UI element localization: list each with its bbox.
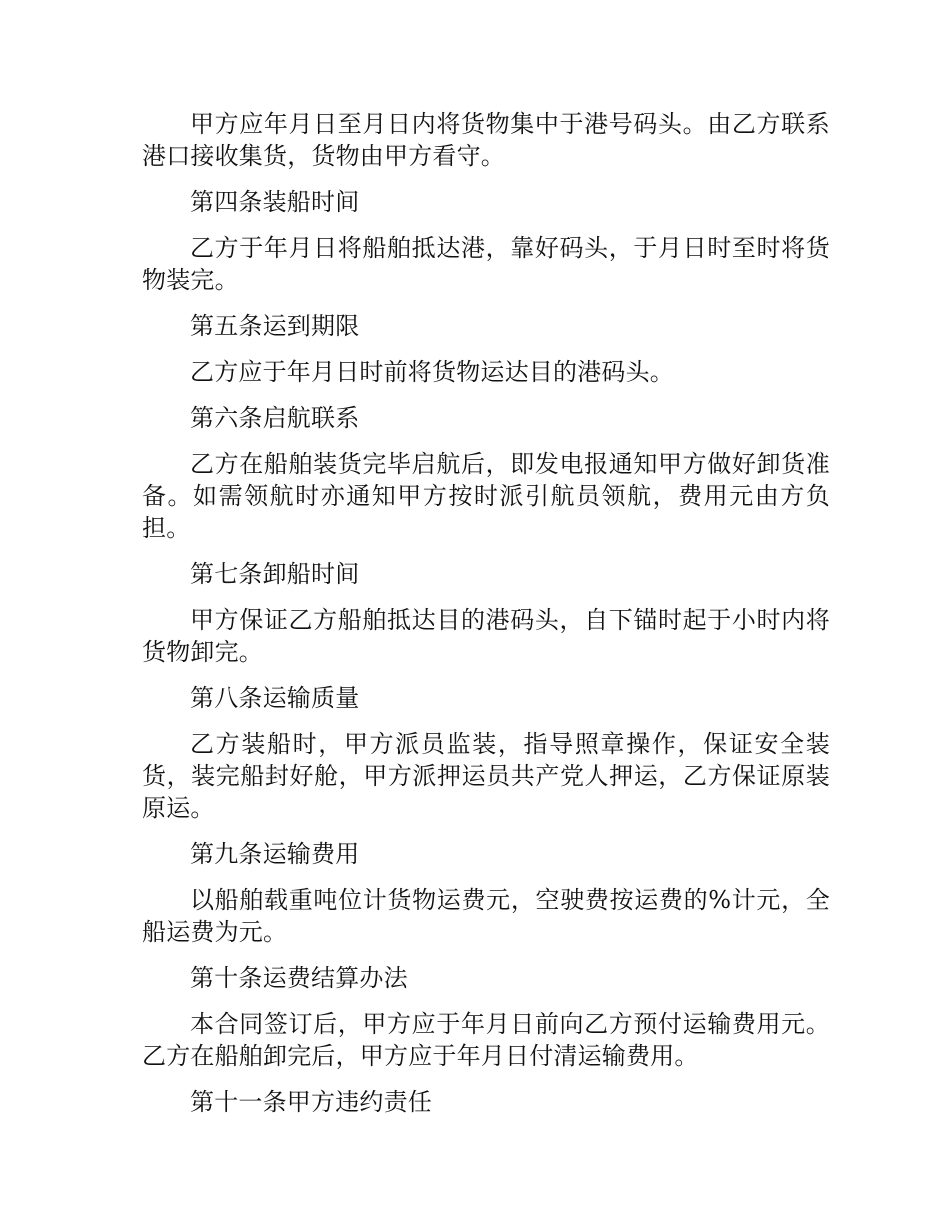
paragraph-transport-quality: 乙方装船时，甲方派员监装，指导照章操作，保证安全装货，装完船封好舱，甲方派押运员共产党人押运，乙方保证原装原运。 (142, 730, 830, 822)
paragraph-cargo-collection: 甲方应年月日至月日内将货物集中于港号码头。由乙方联系港口接收集货，货物由甲方看守。 (142, 110, 830, 170)
paragraph-settlement-method: 本合同签订后，甲方应于年月日前向乙方预付运输费用元。乙方在船舶卸完后，甲方应于年月日付清运输费用。 (142, 1010, 830, 1070)
heading-article-5: 第五条运到期限 (190, 312, 360, 340)
heading-article-8: 第八条运输质量 (190, 684, 360, 712)
heading-article-7: 第七条卸船时间 (190, 560, 360, 588)
paragraph-departure-notice: 乙方在船舶装货完毕启航后，即发电报通知甲方做好卸货准备。如需领航时亦通知甲方按时派引航员领航，费用元由方负担。 (142, 450, 830, 542)
paragraph-unloading-time: 甲方保证乙方船舶抵达目的港码头，自下锚时起于小时内将货物卸完。 (142, 606, 830, 666)
heading-article-11: 第十一条甲方违约责任 (190, 1088, 432, 1116)
document-body (142, 108, 830, 1132)
paragraph-loading-time: 乙方于年月日将船舶抵达港，靠好码头，于月日时至时将货物装完。 (142, 234, 830, 294)
heading-article-6: 第六条启航联系 (190, 404, 360, 432)
heading-article-4: 第四条装船时间 (190, 188, 360, 216)
heading-article-9: 第九条运输费用 (190, 840, 360, 868)
heading-article-10: 第十条运费结算办法 (190, 964, 408, 992)
paragraph-transport-cost: 以船舶载重吨位计货物运费元，空驶费按运费的%计元，全船运费为元。 (142, 886, 830, 946)
paragraph-delivery-deadline: 乙方应于年月日时前将货物运达目的港码头。 (190, 358, 674, 386)
